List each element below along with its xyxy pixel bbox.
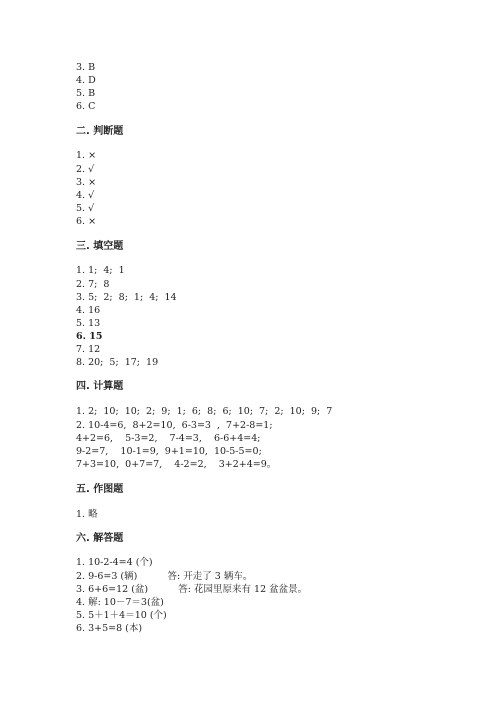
judge-answer-3: 3. × (76, 177, 97, 188)
fill-answer-4: 4. 16 (76, 305, 101, 316)
mc-answer-4: 4. D (76, 75, 96, 86)
solve-answer-5: 5. 5＋1＋4＝10 (个) (76, 610, 167, 621)
solve-answer-3: 3. 6+6=12 (盆) 答: 花园里原来有 12 盆盆景。 (76, 584, 308, 595)
fill-answer-7: 7. 12 (76, 344, 101, 355)
judge-answer-4: 4. √ (76, 190, 95, 201)
calc-heading: 四. 计算题 (76, 381, 124, 392)
judge-answer-6: 6. × (76, 216, 97, 227)
fill-answer-5: 5. 13 (76, 318, 101, 329)
calc-answer-2-row-2: 4+2=6, 5-3=2, 7-4=3, 6-6+4=4; (76, 433, 261, 444)
draw-heading: 五. 作图题 (76, 484, 124, 495)
fill-answer-2: 2. 7; 8 (76, 279, 110, 290)
mc-answer-5: 5. B (76, 88, 96, 99)
solve-heading: 六. 解答题 (76, 533, 124, 544)
solve-answer-1: 1. 10-2-4=4 (个) (76, 557, 153, 568)
mc-answer-6: 6. C (76, 101, 96, 112)
fill-answer-8: 8. 20; 5; 17; 19 (76, 357, 159, 368)
judge-answer-2: 2. √ (76, 164, 95, 175)
fill-answer-6: 6. 15 (76, 331, 103, 342)
fill-answer-1: 1. 1; 4; 1 (76, 265, 125, 276)
calc-answer-2-row-3: 9-2=7, 10-1=9, 9+1=10, 10-5-5=0; (76, 446, 262, 457)
judge-answer-5: 5. √ (76, 203, 95, 214)
fill-heading: 三. 填空题 (76, 241, 124, 252)
calc-answer-2-row-4: 7+3=10, 0+7=7, 4-2=2, 3+2+4=9。 (76, 459, 277, 470)
solve-answer-4: 4. 解: 10－7＝3(盆) (76, 597, 164, 608)
judge-answer-1: 1. × (76, 150, 97, 161)
judge-heading: 二. 判断题 (76, 126, 124, 137)
fill-answer-3: 3. 5; 2; 8; 1; 4; 14 (76, 292, 177, 303)
draw-answer-1: 1. 略 (76, 509, 98, 520)
calc-answer-1: 1. 2; 10; 10; 2; 9; 1; 6; 8; 6; 10; 7; 2; 10; 9; 7 (76, 406, 333, 417)
mc-answer-3: 3. B (76, 62, 96, 73)
solve-answer-6: 6. 3+5=8 (本) (76, 623, 143, 634)
solve-answer-2: 2. 9-6=3 (辆) 答: 开走了 3 辆车。 (76, 571, 253, 582)
calc-answer-2: 2. 10-4=6, 8+2=10, 6-3=3 , 7+2-8=1; (76, 420, 273, 431)
